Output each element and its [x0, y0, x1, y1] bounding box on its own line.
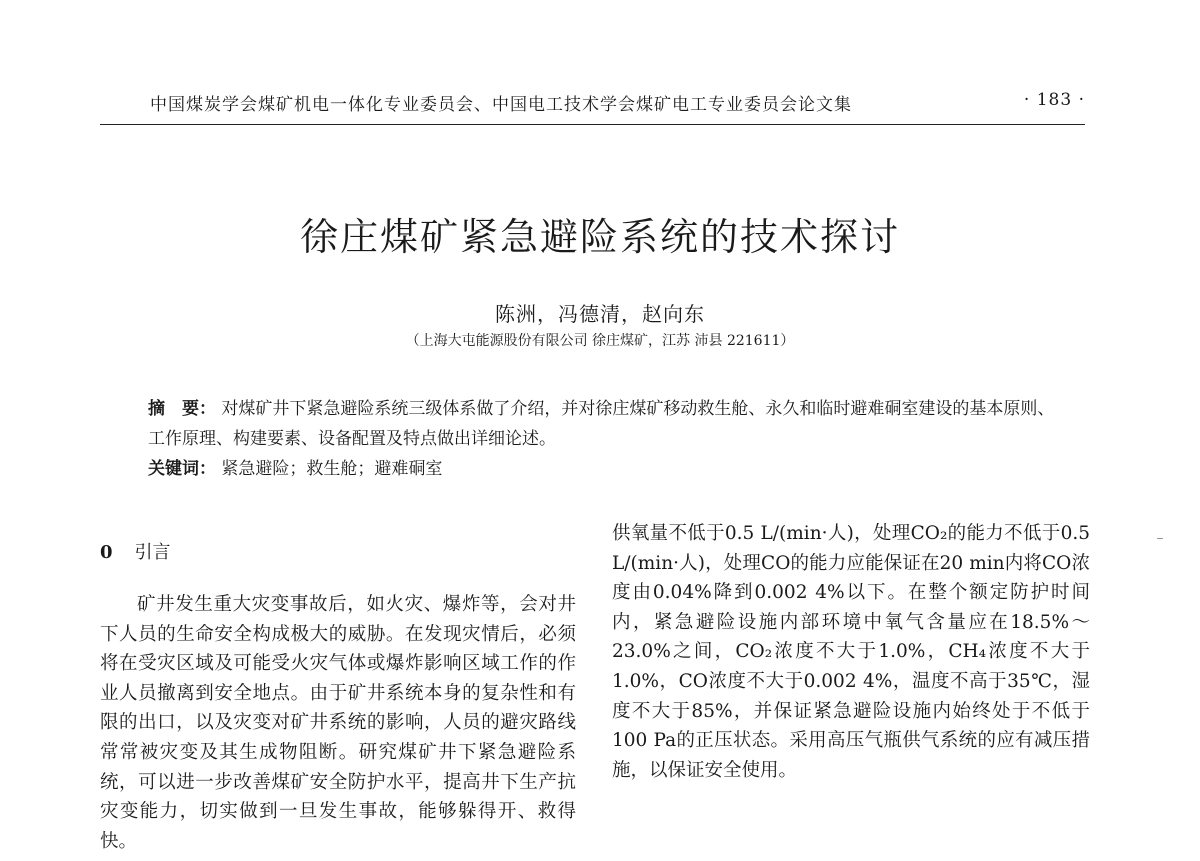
page-number: · 183 · — [1023, 90, 1085, 110]
body-left-column — [100, 590, 576, 856]
article-affiliation: （上海大屯能源股份有限公司 徐庄煤矿，江苏 沛县 221611） — [405, 333, 795, 349]
section-title: 引言 — [134, 542, 171, 563]
margin-mark — [1157, 538, 1163, 539]
keywords — [148, 454, 1058, 484]
section-number: 0 — [100, 542, 113, 563]
left-column-paragraph: 矿井发生重大灾变事故后，如火灾、爆炸等，会对井下人员的生命安全构成极大的威胁。在发现灾情后，必须将在受灾区域及可能受火灾气体或爆炸影响区域工作的作业人员撤离到安全地点。由于矿井系统本身的复杂性和有限的出口，以及灾变对矿井系统的影响，人员的避灾路线常常被灾变及其生成物阻断。研究煤矿井下紧急避险系统，可以进一步改善煤矿安全防护水平，提高井下生产抗灾变能力，切实做到一旦发生事故，能够躲得开、救得快。 — [100, 594, 576, 852]
keywords-label: 关键词： — [148, 459, 216, 479]
article-title: 徐庄煤矿紧急避险系统的技术探讨 — [299, 215, 900, 259]
keywords-text: 紧急避险；救生舱；避难硐室 — [221, 459, 443, 479]
header-rule — [100, 124, 1085, 125]
abstract-text: 对煤矿井下紧急避险系统三级体系做了介绍，并对徐庄煤矿移动救生舱、永久和临时避难硐室建设的基本原则、工作原理、构建要素、设备配置及特点做出详细论述。 — [148, 399, 1055, 449]
running-title: 中国煤炭学会煤矿机电一体化专业委员会、中国电工技术学会煤矿电工专业委员会论文集 — [150, 95, 852, 115]
body-right-column — [612, 519, 1090, 785]
section-heading — [100, 538, 171, 564]
article-authors: 陈洲，冯德清，赵向东 — [495, 302, 705, 326]
abstract — [148, 394, 1058, 454]
running-header — [150, 90, 1085, 115]
right-column-paragraph: 供氧量不低于0.5 L/(min·人)，处理CO₂的能力不低于0.5 L/(min·人)，处理CO的能力应能保证在20 min内将CO浓度由0.04%降到0.002 4%以下。在整个额定防护时间内，紧急避险设施内部环境中氧气含量应在18.5%～23.0%之间，CO₂浓度不大于1.0%，CH₄浓度不大于1.0%，CO浓度不大于0.002 4%，温度不高于35℃，湿度不大于85%，并保证紧急避险设施内始终处于不低于100 Pa的正压状态。采用高压气瓶供气系统的应有减压措施，以保证安全使用。 — [612, 523, 1090, 781]
abstract-label: 摘 要： — [148, 399, 216, 419]
